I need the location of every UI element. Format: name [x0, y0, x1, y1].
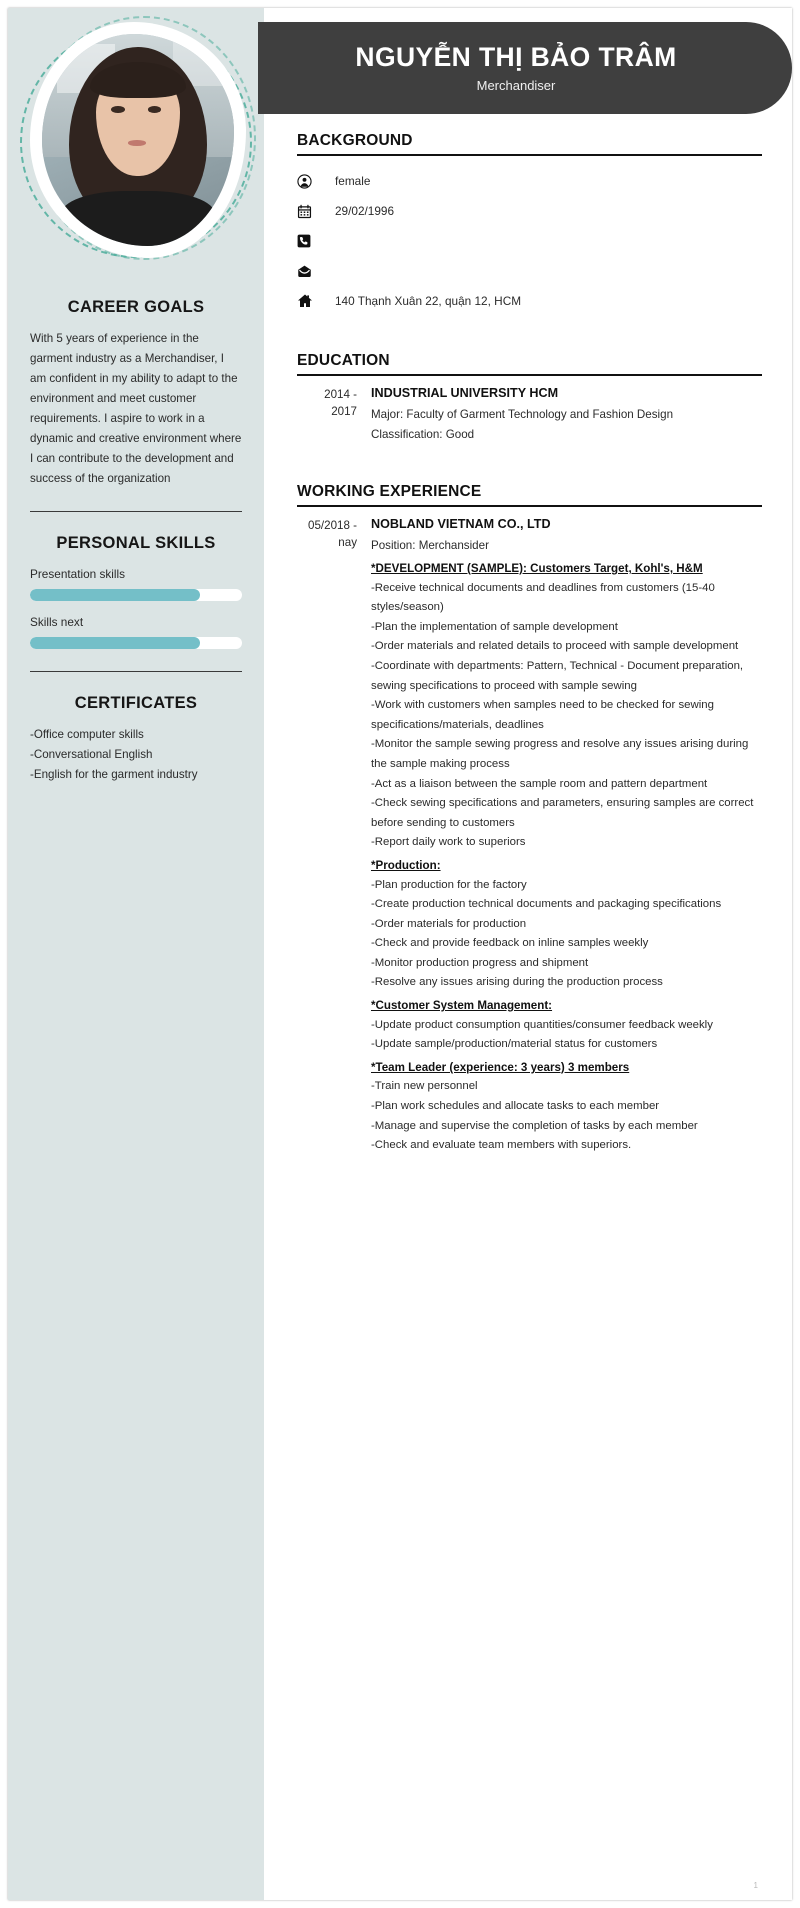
gender-value: female: [335, 174, 371, 188]
experience-bullet: -Update product consumption quantities/consumer feedback weekly: [371, 1018, 713, 1031]
experience-heading: WORKING EXPERIENCE: [297, 483, 762, 507]
email-icon: [297, 264, 327, 279]
experience-detail-blocks: [371, 559, 762, 1156]
certificates-list: [30, 725, 242, 785]
address-value: 140 Thạnh Xuân 22, quận 12, HCM: [335, 294, 522, 308]
personal-skills-title: PERSONAL SKILLS: [56, 534, 216, 552]
experience-bullet: -Order materials for production: [371, 917, 527, 930]
background-row-gender: [297, 166, 762, 196]
career-goals-body: With 5 years of experience in the garment industry as a Merchandiser, I am confident in my ability to adapt to the environment and meet customer requirements. I aspire to work in a dynamic and creative environment where I can contribute to the development and success of the organization: [30, 332, 242, 485]
experience-subheading: *Customer System Management:: [371, 999, 553, 1013]
education-entry: [297, 386, 762, 445]
skill-progress-fill: [30, 637, 200, 649]
experience-bullet: -Coordinate with departments: Pattern, Technical - Document preparation, sewing specifications to proceed with sample sewing: [371, 659, 744, 692]
education-major: Major: Faculty of Garment Technology and Fashion Design: [371, 408, 674, 421]
background-row-email: [297, 256, 762, 286]
education-classification: Classification: Good: [371, 428, 475, 441]
avatar-image: [42, 34, 234, 246]
experience-bullet: -Resolve any issues arising during the production process: [371, 976, 663, 989]
avatar-torso: [61, 191, 215, 246]
background-row-dob: [297, 196, 762, 226]
skill-progress-track: [30, 589, 242, 601]
background-section: [297, 132, 762, 316]
background-row-phone: [297, 226, 762, 256]
list-item: -Conversational English: [30, 748, 153, 761]
skill-label: Skills next: [30, 615, 84, 629]
home-icon: [297, 293, 327, 309]
avatar: [30, 22, 246, 258]
experience-bullet: -Plan work schedules and allocate tasks to each member: [371, 1100, 660, 1113]
phone-icon: [297, 234, 327, 248]
experience-bullet: -Plan production for the factory: [371, 878, 527, 891]
list-item: -Office computer skills: [30, 728, 144, 741]
page-title: NGUYỄN THỊ BẢO TRÂM: [355, 41, 677, 72]
education-body: [371, 386, 762, 445]
experience-bullet: -Check sewing specifications and parameters, ensuring samples are correct before sending to customers: [371, 797, 754, 829]
experience-company: NOBLAND VIETNAM CO., LTD: [371, 517, 551, 531]
skill-item: [30, 615, 242, 649]
experience-bullet: -Report daily work to superiors: [371, 836, 526, 849]
divider-after-skills: [30, 671, 242, 672]
job-role-subtitle: Merchandiser: [476, 78, 556, 94]
page-number: 1: [753, 1881, 758, 1890]
experience-subheading: *Team Leader (experience: 3 years) 3 members: [371, 1060, 630, 1074]
sidebar: [8, 8, 264, 1900]
experience-bullet: -Monitor production progress and shipment: [371, 956, 589, 969]
education-section: [297, 352, 762, 445]
main-content: [264, 8, 792, 1900]
background-heading: BACKGROUND: [297, 132, 762, 156]
profile-photo-area: [8, 8, 264, 276]
experience-bullet: -Receive technical documents and deadlines from customers (15-40 styles/season): [371, 581, 715, 614]
skill-progress-track: [30, 637, 242, 649]
list-item: -English for the garment industry: [30, 768, 198, 781]
divider-after-career: [30, 511, 242, 512]
avatar-mouth: [128, 140, 145, 146]
experience-date: 05/2018 - nay: [308, 519, 357, 549]
experience-bullet: -Manage and supervise the completion of tasks by each member: [371, 1119, 698, 1132]
skill-progress-fill: [30, 589, 200, 601]
education-institution: INDUSTRIAL UNIVERSITY HCM: [371, 386, 559, 400]
experience-bullet: -Work with customers when samples need to be checked for sewing specifications/materials, deadlines: [371, 699, 714, 731]
experience-bullet: -Check and provide feedback on inline samples weekly: [371, 937, 649, 950]
experience-bullet: -Update sample/production/material status for customers: [371, 1038, 658, 1051]
experience-entry: [297, 517, 762, 1156]
experience-subheading: *Production:: [371, 858, 441, 872]
resume-sheet: [8, 8, 792, 1900]
experience-bullet: -Plan the implementation of sample development: [371, 620, 618, 633]
experience-body: [371, 517, 762, 1156]
experience-bullet: -Monitor the sample sewing progress and resolve any issues arising during the sample making process: [371, 738, 749, 770]
experience-bullet: -Create production technical documents and packaging specifications: [371, 898, 722, 911]
career-goals-title: CAREER GOALS: [67, 298, 205, 316]
experience-section: [297, 483, 762, 1156]
name-banner: [258, 22, 792, 114]
experience-bullet: -Act as a liaison between the sample room and pattern department: [371, 777, 708, 790]
experience-bullet: -Order materials and related details to proceed with sample development: [371, 640, 739, 653]
skill-label: Presentation skills: [30, 567, 126, 581]
skill-item: [30, 567, 242, 601]
experience-bullet: -Check and evaluate team members with superiors.: [371, 1139, 632, 1152]
experience-position: Position: Merchansider: [371, 539, 489, 552]
education-date: 2014 - 2017: [324, 388, 357, 418]
certificates-title: CERTIFICATES: [74, 694, 198, 712]
background-row-address: [297, 286, 762, 316]
birthdate-value: 29/02/1996: [335, 204, 395, 218]
avatar-eye-right: [148, 106, 161, 113]
person-icon: [297, 174, 327, 189]
calendar-icon: [297, 204, 327, 219]
avatar-eye-left: [111, 106, 124, 113]
experience-bullet: -Train new personnel: [371, 1080, 478, 1093]
education-heading: EDUCATION: [297, 352, 762, 376]
experience-subheading: *DEVELOPMENT (SAMPLE): Customers Target, Kohl's, H&M: [371, 562, 703, 575]
